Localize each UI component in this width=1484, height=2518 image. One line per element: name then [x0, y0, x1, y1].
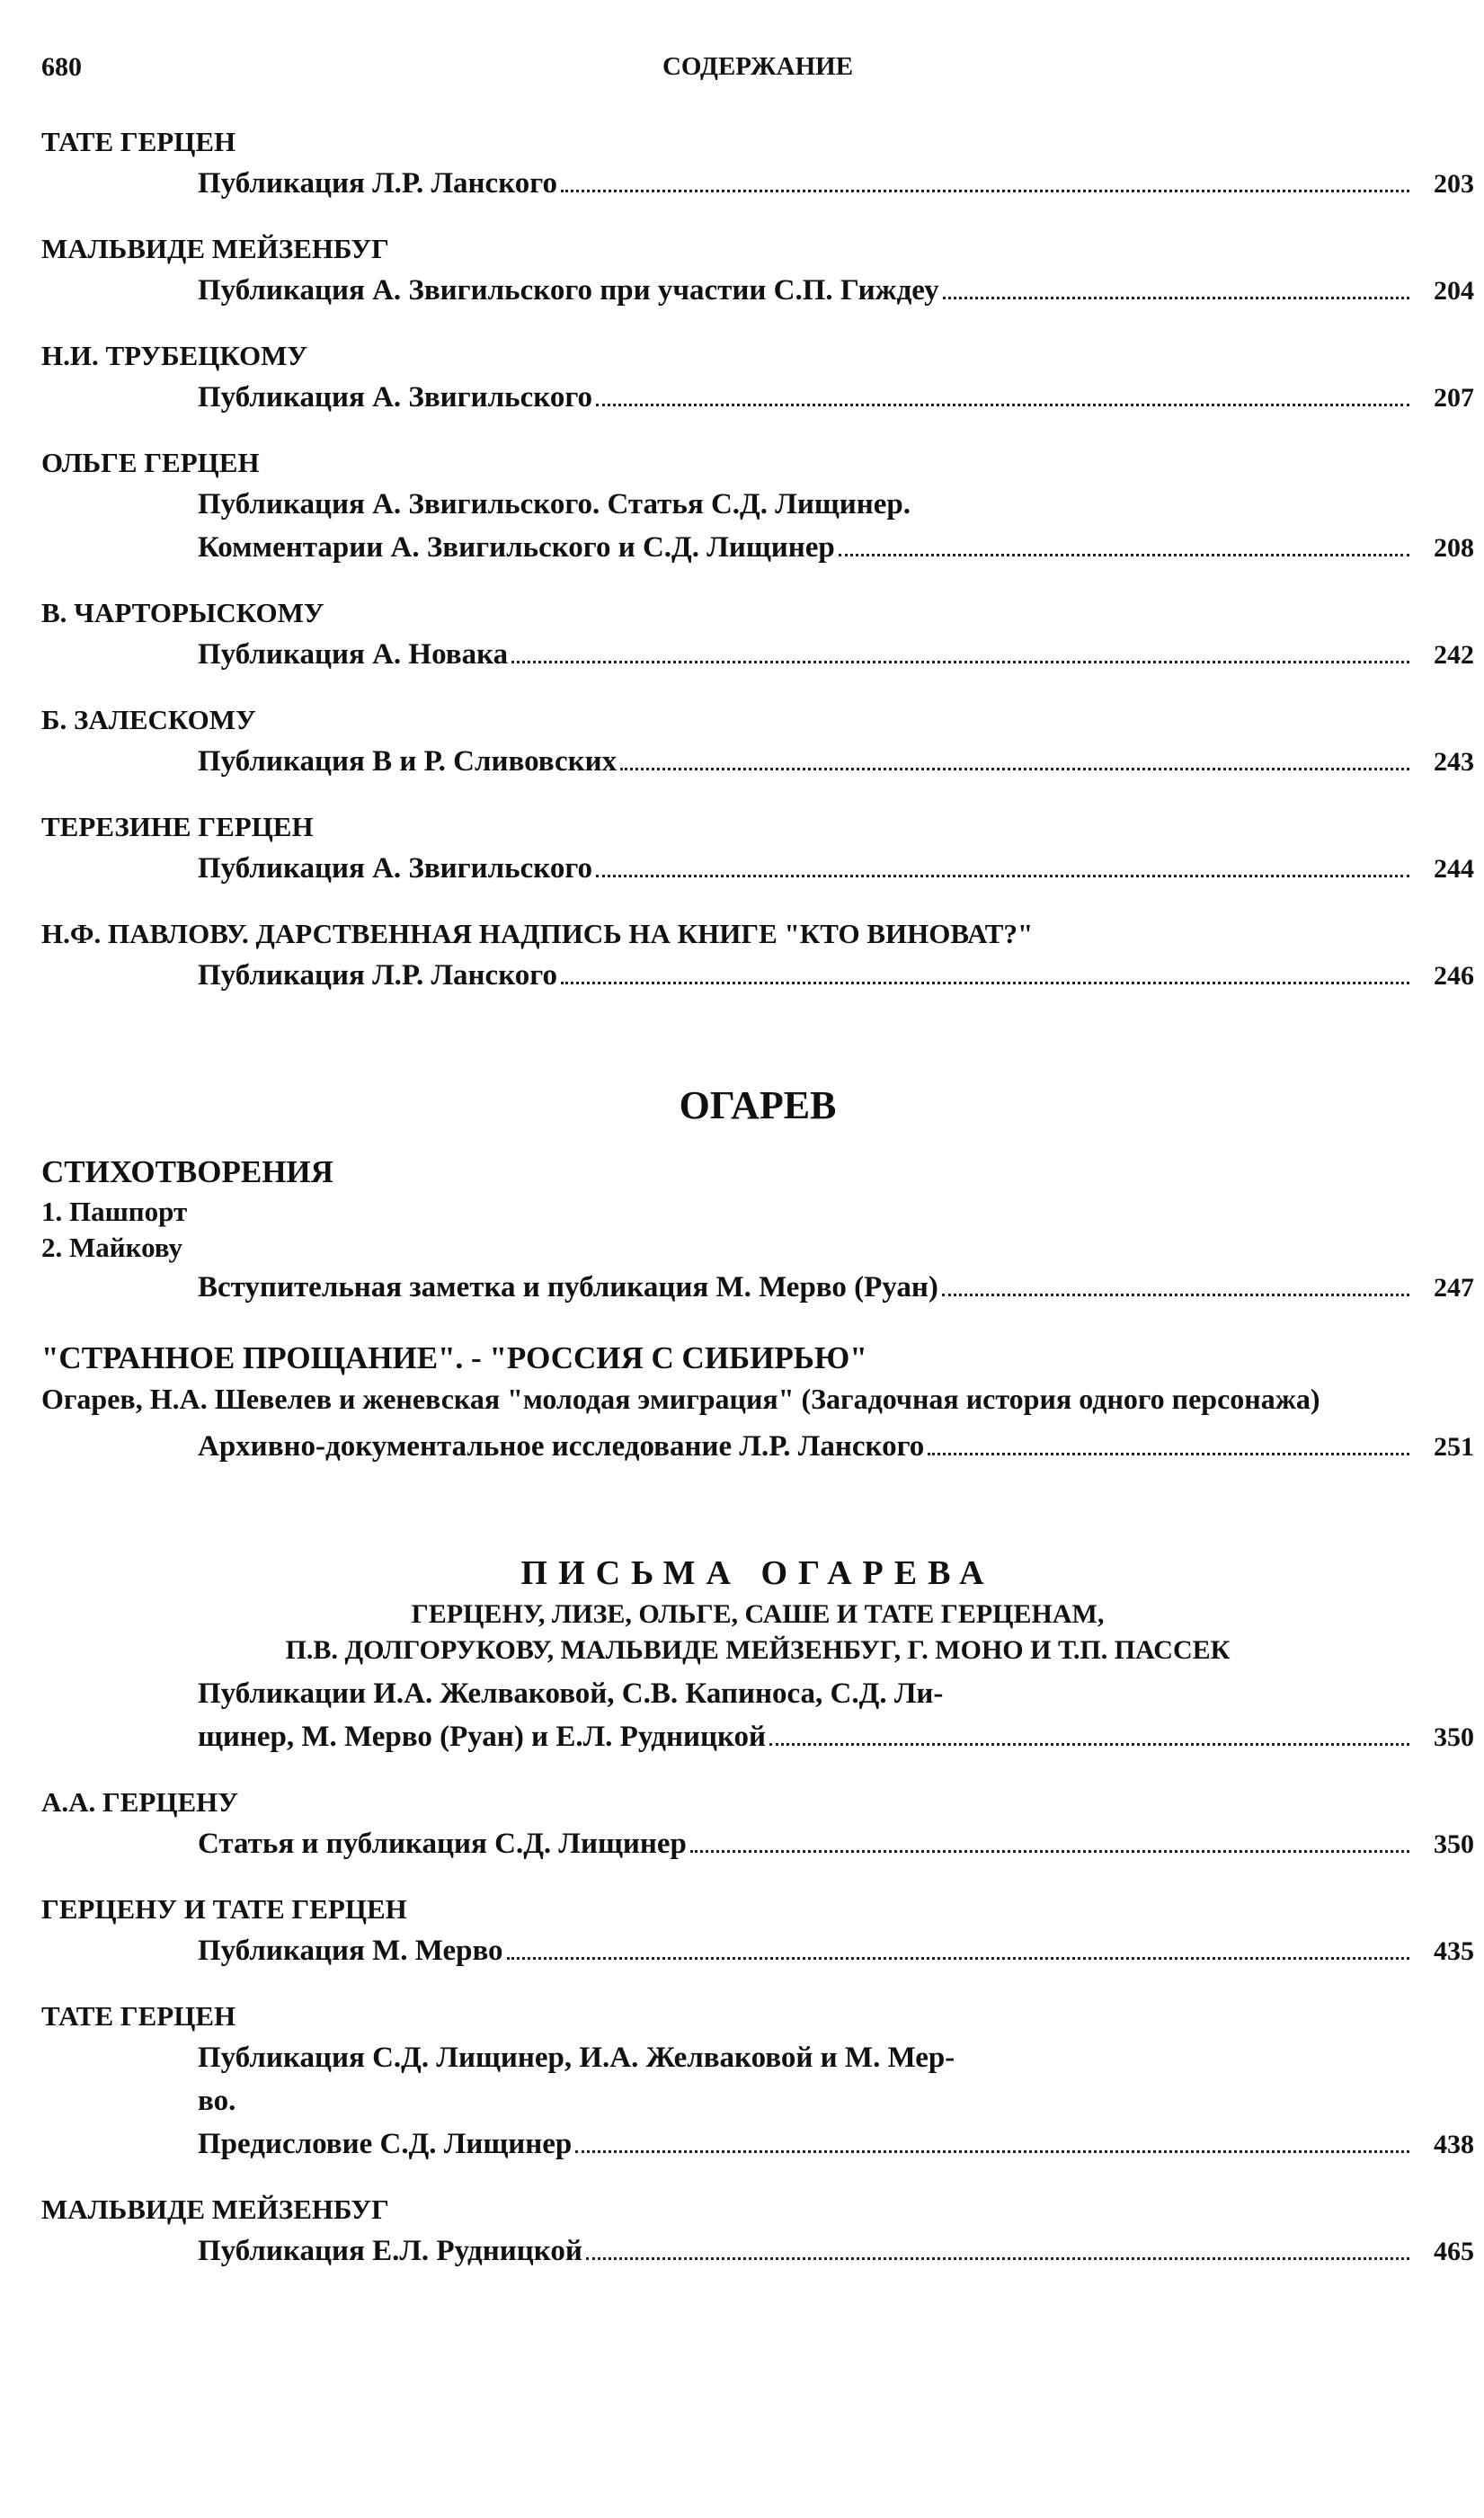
- page-number: 680: [41, 52, 82, 82]
- toc-entry: [41, 914, 1474, 998]
- toc-line: [198, 162, 1474, 206]
- publication-credit: Публикация А. Звигильского: [198, 852, 593, 885]
- poems-entry: [41, 1151, 1474, 1310]
- toc-entry: [41, 593, 1474, 677]
- dot-leader: [839, 554, 1409, 556]
- entry-heading: А.А. ГЕРЦЕНУ: [41, 1786, 239, 1818]
- publication-credit: Вступительная заметка и публикация М. Мерво (Руан): [198, 1271, 938, 1303]
- page-ref: 247: [1434, 1273, 1474, 1303]
- dot-leader: [507, 1957, 1409, 1960]
- dot-leader: [511, 661, 1409, 663]
- toc-publication: [198, 269, 1474, 313]
- toc-publication: [198, 2036, 1474, 2167]
- toc-entry: [41, 2190, 1474, 2273]
- entry-heading: ТАТЕ ГЕРЦЕН: [41, 126, 236, 157]
- dot-leader: [769, 1743, 1409, 1746]
- page-ref: 207: [1434, 383, 1474, 413]
- letters-entry: [41, 1550, 1474, 1759]
- poem-item: 1. Пашпорт: [41, 1196, 188, 1227]
- page-ref: 465: [1434, 2237, 1474, 2266]
- toc-line: [198, 269, 1474, 313]
- strange-title: "СТРАННОЕ ПРОЩАНИЕ". - "РОССИЯ С СИБИРЬЮ": [41, 1340, 867, 1375]
- toc-line: [198, 526, 1474, 570]
- dot-leader: [561, 190, 1409, 192]
- dot-leader: [596, 875, 1409, 877]
- publication-credit: Публикация Л.Р. Ланского: [198, 959, 557, 992]
- toc-line: [198, 1425, 1474, 1469]
- section-title-ogarev: ОГАРЕВ: [679, 1083, 837, 1127]
- entry-heading: МАЛЬВИДЕ МЕЙЗЕНБУГ: [41, 233, 389, 264]
- publication-credit: Публикация Е.Л. Рудницкой: [198, 2235, 582, 2267]
- page-ref: 246: [1434, 961, 1474, 991]
- running-title: СОДЕРЖАНИЕ: [662, 52, 854, 81]
- toc-entry: [41, 1890, 1474, 1973]
- letters-subtitle-1: ГЕРЦЕНУ, ЛИЗЕ, ОЛЬГЕ, САШЕ И ТАТЕ ГЕРЦЕНАМ,: [411, 1599, 1105, 1629]
- toc-publication: [198, 847, 1474, 891]
- toc-publication: [198, 162, 1474, 206]
- dot-leader: [561, 982, 1409, 984]
- entry-heading: ГЕРЦЕНУ И ТАТЕ ГЕРЦЕН: [41, 1893, 407, 1925]
- toc-line: [198, 847, 1474, 891]
- dot-leader: [620, 768, 1409, 770]
- strange-entry: [41, 1337, 1474, 1469]
- page-ref: 208: [1434, 533, 1474, 563]
- entry-heading: ТАТЕ ГЕРЦЕН: [41, 2000, 236, 2032]
- dot-leader: [596, 404, 1409, 406]
- page-ref: 244: [1434, 854, 1474, 884]
- publication-credit: щинер, М. Мерво (Руан) и Е.Л. Рудницкой: [198, 1721, 767, 1753]
- dot-leader: [690, 1850, 1409, 1853]
- toc-entry: [41, 229, 1474, 313]
- toc-entry: [41, 336, 1474, 420]
- entry-heading: Н.И. ТРУБЕЦКОМУ: [41, 340, 308, 371]
- ogarev-entries: [41, 1783, 1474, 2273]
- toc-publication: [198, 740, 1474, 784]
- toc-entry: [41, 1783, 1474, 1866]
- entry-heading: МАЛЬВИДЕ МЕЙЗЕНБУГ: [41, 2193, 389, 2225]
- entry-heading: ТЕРЕЗИНЕ ГЕРЦЕН: [41, 811, 314, 842]
- page-ref: 350: [1434, 1722, 1474, 1752]
- publication-credit: Публикация М. Мерво: [198, 1935, 503, 1967]
- page-ref: 243: [1434, 747, 1474, 777]
- page-ref: 435: [1434, 1936, 1474, 1966]
- page-ref: 204: [1434, 276, 1474, 306]
- toc-entry: [41, 807, 1474, 891]
- toc-publication: [198, 1929, 1474, 1973]
- toc-publication: [198, 483, 1474, 570]
- publication-line: во.: [198, 2085, 236, 2117]
- toc-line: [198, 1715, 1474, 1759]
- entry-heading: Н.Ф. ПАВЛОВУ. ДАРСТВЕННАЯ НАДПИСЬ НА КНИГЕ "КТО ВИНОВАТ?": [41, 918, 1034, 949]
- publication-credit: Статья и публикация С.Д. Лищинер: [198, 1828, 687, 1860]
- dot-leader: [942, 1294, 1409, 1296]
- dot-leader: [943, 297, 1409, 299]
- page-ref: 203: [1434, 169, 1474, 199]
- herzen-entries: [41, 122, 1474, 998]
- toc-line: [198, 1822, 1474, 1866]
- publication-credit: Предисловие С.Д. Лищинер: [198, 2128, 573, 2160]
- toc-line: [198, 2229, 1474, 2273]
- toc-line: [198, 2122, 1474, 2167]
- toc-publication: [198, 954, 1474, 998]
- toc-line: [198, 740, 1474, 784]
- toc-publication: [198, 2229, 1474, 2273]
- page-ref: 350: [1434, 1829, 1474, 1859]
- publication-line: Публикация А. Звигильского. Статья С.Д. Лищинер.: [198, 488, 911, 521]
- toc-content: [41, 122, 1474, 2297]
- toc-entry: [41, 700, 1474, 784]
- poem-item: 2. Майкову: [41, 1232, 182, 1263]
- toc-entry: [41, 443, 1474, 570]
- publication-credit: Архивно-документальное исследование Л.Р. Ланского: [198, 1430, 925, 1463]
- toc-line: [198, 954, 1474, 998]
- dot-leader: [586, 2257, 1409, 2260]
- strange-subtitle: Огарев, Н.А. Шевелев и женевская "молодая эмиграция" (Загадочная история одного персонажа): [41, 1383, 1320, 1415]
- entry-heading: В. ЧАРТОРЫСКОМУ: [41, 597, 324, 628]
- publication-credit: Публикация А. Звигильского при участии С.П. Гиждеу: [198, 274, 939, 307]
- page-ref: 438: [1434, 2130, 1474, 2159]
- poems-title: СТИХОТВОРЕНИЯ: [41, 1154, 333, 1189]
- toc-publication: [198, 1425, 1474, 1469]
- publication-credit: Публикация Л.Р. Ланского: [198, 167, 557, 200]
- toc-publication: [198, 1266, 1474, 1310]
- dot-leader: [928, 1453, 1409, 1455]
- toc-line: [198, 1929, 1474, 1973]
- page-ref: 242: [1434, 640, 1474, 670]
- letters-subtitle-2: П.В. ДОЛГОРУКОВУ, МАЛЬВИДЕ МЕЙЗЕНБУГ, Г. МОНО И Т.П. ПАССЕК: [285, 1635, 1231, 1665]
- toc-publication: [198, 1672, 1474, 1759]
- toc-line: [198, 633, 1474, 677]
- toc-line: [198, 1266, 1474, 1310]
- toc-line: [198, 376, 1474, 420]
- toc-entry: [41, 122, 1474, 206]
- publication-credit: Комментарии А. Звигильского и С.Д. Лищинер: [198, 531, 835, 564]
- publication-credit: Публикация В и Р. Сливовских: [198, 745, 618, 778]
- toc-publication: [198, 1822, 1474, 1866]
- page-header: [41, 52, 1474, 88]
- page-ref: 251: [1434, 1432, 1474, 1462]
- publication-credit: Публикация А. Новака: [198, 638, 509, 671]
- toc-publication: [198, 376, 1474, 420]
- entry-heading: Б. ЗАЛЕСКОМУ: [41, 704, 256, 735]
- publication-line: Публикации И.А. Желваковой, С.В. Капиноса, С.Д. Ли-: [198, 1677, 944, 1710]
- publication-line: Публикация С.Д. Лищинер, И.А. Желваковой и М. Мер-: [198, 2042, 955, 2074]
- publication-credit: Публикация А. Звигильского: [198, 381, 593, 414]
- letters-title: ПИСЬМА ОГАРЕВА: [520, 1554, 995, 1592]
- entry-heading: ОЛЬГЕ ГЕРЦЕН: [41, 447, 260, 478]
- dot-leader: [575, 2150, 1409, 2153]
- toc-publication: [198, 633, 1474, 677]
- toc-entry: [41, 1997, 1474, 2167]
